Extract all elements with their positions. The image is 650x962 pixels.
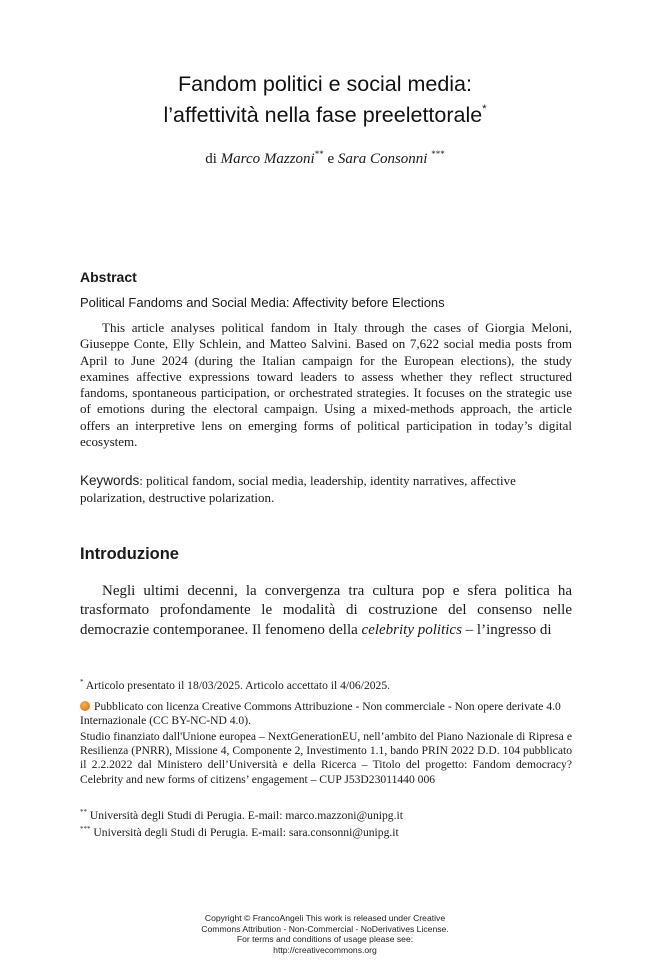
keywords-paragraph: [80, 472, 572, 506]
author-1-marker: **: [314, 149, 324, 159]
article-title: [0, 71, 650, 129]
introduction-text: Negli ultimi decenni, la convergenza tra cultura pop e sfera politica ha trasformato profondamente le modalità di costruzione del consenso nelle democrazie contemporanee. Il fenomeno della: [80, 583, 572, 638]
footnote-author-1-text: Università degli Studi di Perugia. E-mail: marco.mazzoni@unipg.it: [89, 808, 403, 822]
abstract-body: This article analyses political fandom in Italy through the cases of Giorgia Meloni, Giuseppe Conte, Elly Schlein, and Matteo Salvini. Based on 7,622 social media posts from April to June 2024 (during the Italian campaign for the European elections), the study examines affective expressions toward leaders to assess whether they reflect structured fandoms, spontaneous participation, or orchestrated strategies. It focuses on the strategic use of emotions during the electoral campaign. Using a mixed-methods approach, the article offers an interpretive lens on emerging forms of political participation in today’s digital ecosystem.: [80, 320, 572, 450]
author-2-name: Sara Consonni: [337, 151, 428, 167]
open-access-icon: [80, 701, 90, 711]
copyright-link[interactable]: http://creativecommons.org: [273, 944, 377, 955]
footnote-author-2-text: Università degli Studi di Perugia. E-mail: sara.consonni@unipg.it: [93, 825, 399, 839]
author-2-marker: ***: [431, 149, 445, 159]
footnote-funding: Studio finanziato dall'Unione europea – NextGenerationEU, nell’ambito del Piano Nazionale di Ripresa e Resilienza (PNRR), Missione 4, Componente 2, Investimento 1.1, bando PRIN 2022 D.D. 104 pubblicato il 2.2.2022 dal Ministero dell’Università e della Ricerca – Titolo del progetto: Fandom democracy? Celebrity and new forms of citizens’ engagement – CUP J53D23011440 006: [80, 730, 572, 786]
footnote-dates-marker: *: [80, 678, 84, 686]
abstract-heading: Abstract: [80, 269, 137, 285]
title-line-1: Fandom politici e social media:: [178, 72, 472, 96]
introduction-heading: Introduzione: [80, 545, 179, 563]
author-line: [0, 145, 650, 168]
introduction-body: [80, 582, 572, 640]
abstract-subtitle: Political Fandoms and Social Media: Affectivity before Elections: [80, 295, 445, 310]
footnote-dates: [80, 675, 572, 693]
title-line-2-text: l’affettività nella fase preelettorale: [163, 103, 483, 128]
footnote-author-2-marker: ***: [80, 825, 91, 833]
copyright-notice: [0, 913, 650, 955]
footnote-author-2-affiliation: [80, 822, 572, 840]
author-conjunction: e: [327, 151, 335, 167]
author-1-name: Marco Mazzoni: [220, 151, 315, 167]
introduction-italic-term: celebrity politics: [361, 621, 462, 638]
footnote-license-text: Pubblicato con licenza Creative Commons Attribuzione - Non commerciale - Non opere derivate 4.0 Internazionale (CC BY-NC-ND 4.0).: [80, 700, 561, 728]
introduction-text-tail: – l’ingresso di: [461, 621, 552, 638]
copyright-line-1: Copyright © FrancoAngeli This work is released under Creative: [204, 913, 446, 923]
keywords-label: Keywords: [80, 473, 140, 488]
copyright-line-2: Commons Attribution - Non-Commercial - NoDerivatives License.: [201, 923, 449, 934]
footnote-license: [80, 700, 572, 728]
footnote-author-1-affiliation: [80, 805, 572, 823]
footnote-dates-text: Articolo presentato il 18/03/2025. Articolo accettato il 4/06/2025.: [85, 678, 391, 692]
keywords-list: : political fandom, social media, leadership, identity narratives, affective polarization, destructive polarization.: [80, 473, 516, 505]
title-line-2: [0, 98, 650, 129]
copyright-line-3: For terms and conditions of usage please see:: [236, 934, 414, 944]
title-footnote-marker: *: [482, 103, 487, 115]
author-prefix: di: [205, 151, 217, 167]
footnote-author-1-marker: **: [80, 808, 87, 816]
